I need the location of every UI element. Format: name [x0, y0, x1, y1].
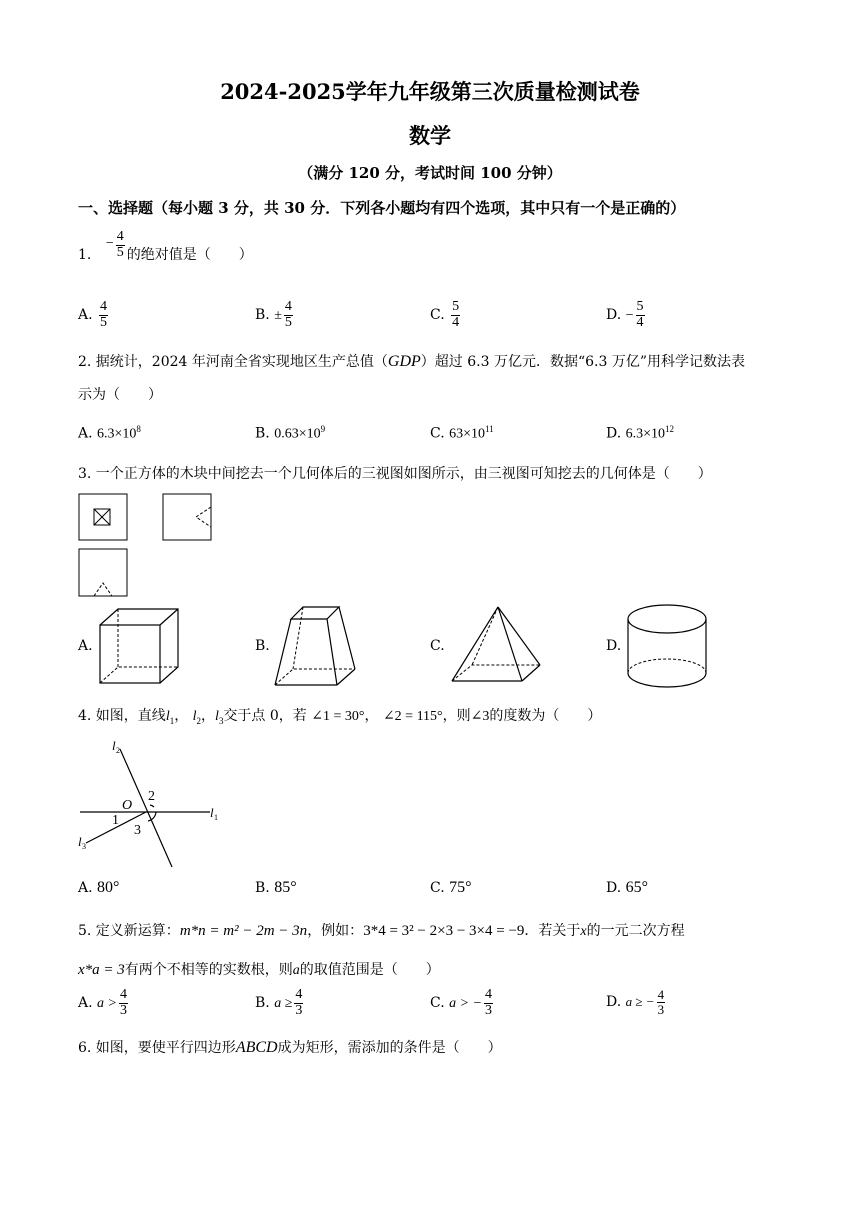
angle-3-label: 3	[134, 823, 141, 838]
q4-option-c[interactable]: C. 75°	[430, 879, 472, 896]
q3-option-b-label[interactable]: B.	[255, 638, 270, 654]
q1-option-a[interactable]: A. $\frac{4}{5}$	[78, 299, 108, 330]
cube-figure[interactable]	[98, 607, 182, 687]
q3-option-a-label[interactable]: A.	[78, 638, 93, 654]
svg-text:1: 1	[214, 813, 218, 822]
fraction: $\frac{4}{5}$	[116, 229, 124, 260]
q4-option-a[interactable]: A. 80°	[78, 879, 120, 896]
q2-option-c[interactable]: C. $63\times 10^{11}$	[430, 424, 494, 442]
front-view	[79, 494, 127, 540]
svg-text:3: 3	[82, 842, 86, 851]
question-5: 5. 定义新运算：m*n = m² − 2m − 3n，例如：3*4 = 3² − 2×3 − 3×4 = −9．若关于x的一元二次方程	[78, 923, 685, 939]
cylinder-figure[interactable]	[626, 603, 710, 689]
q3-option-d-label[interactable]: D.	[606, 638, 622, 654]
pyramid-figure[interactable]	[450, 605, 544, 683]
svg-text:l: l	[78, 834, 82, 849]
question-4: 4. 如图，直线$l_1$， $l_2$，$l_3$交于点 0，若 ∠1 = 30°， ∠2 = 115°，则∠3的度数为（ ）	[78, 708, 602, 726]
question-stem: 的绝对值是（ ）	[126, 247, 253, 264]
exam-info: （满分 120 分，考试时间 100 分钟）	[298, 164, 562, 182]
three-views-figure	[78, 493, 218, 603]
q1-option-d[interactable]: D. − $\frac{5}{4}$	[606, 299, 644, 330]
side-view	[163, 494, 211, 540]
q1-option-c[interactable]: C. $\frac{5}{4}$	[430, 299, 460, 330]
minus-sign: −	[105, 236, 114, 252]
question-2: 2. 据统计，2024 年河南全省实现地区生产总值（GDP）超过 6.3 万亿元．数据“6.3 万亿”用科学记数法表	[78, 353, 745, 370]
intersecting-lines-figure	[76, 735, 226, 875]
question-1	[78, 229, 253, 270]
q2-option-b[interactable]: B. $0.63\times 10^9$	[255, 424, 326, 442]
q2-option-a[interactable]: A. $6.3\times 10^8$	[78, 424, 141, 442]
top-view	[79, 549, 127, 596]
question-number: 1.	[78, 247, 92, 264]
question-5-line2: x*a = 3有两个不相等的实数根，则a的取值范围是（ ）	[78, 962, 440, 978]
question-6: 6. 如图，要使平行四边形ABCD成为矩形，需添加的条件是（ ）	[78, 1039, 502, 1056]
angle-1-label: 1	[112, 813, 119, 828]
point-o-label: O	[122, 798, 133, 813]
q5-option-a[interactable]: A. a > $\frac{4}{3}$	[78, 987, 127, 1018]
exam-title: 2024-2025学年九年级第三次质量检测试卷	[220, 79, 640, 104]
q2-option-d[interactable]: D. $6.3\times 10^{12}$	[606, 424, 675, 442]
q1-option-b[interactable]: B. ± $\frac{4}{5}$	[255, 299, 292, 330]
subject-title: 数学	[409, 123, 451, 148]
question-2-line2: 示为（ ）	[78, 387, 162, 403]
frustum-figure[interactable]	[273, 605, 359, 687]
angle-2-label: 2	[148, 789, 155, 804]
q4-option-d[interactable]: D. 65°	[606, 879, 649, 896]
question-3: 3. 一个正方体的木块中间挖去一个几何体后的三视图如图所示，由三视图可知挖去的几何体是（ ）	[78, 466, 712, 482]
q4-option-b[interactable]: B. 85°	[255, 879, 297, 896]
q5-option-d[interactable]: D. a ≥ − $\frac{4}{3}$	[606, 987, 665, 1017]
svg-text:l: l	[210, 805, 214, 820]
section-heading: 一、选择题（每小题 3 分，共 30 分．下列各小题均有四个选项，其中只有一个是正确的）	[78, 199, 686, 217]
q5-option-b[interactable]: B. a ≥ $\frac{4}{3}$	[255, 987, 303, 1018]
svg-text:l: l	[112, 738, 116, 753]
q5-option-c[interactable]: C. a > − $\frac{4}{3}$	[430, 987, 493, 1018]
q3-option-c-label[interactable]: C.	[430, 638, 445, 654]
svg-text:2: 2	[116, 746, 120, 755]
